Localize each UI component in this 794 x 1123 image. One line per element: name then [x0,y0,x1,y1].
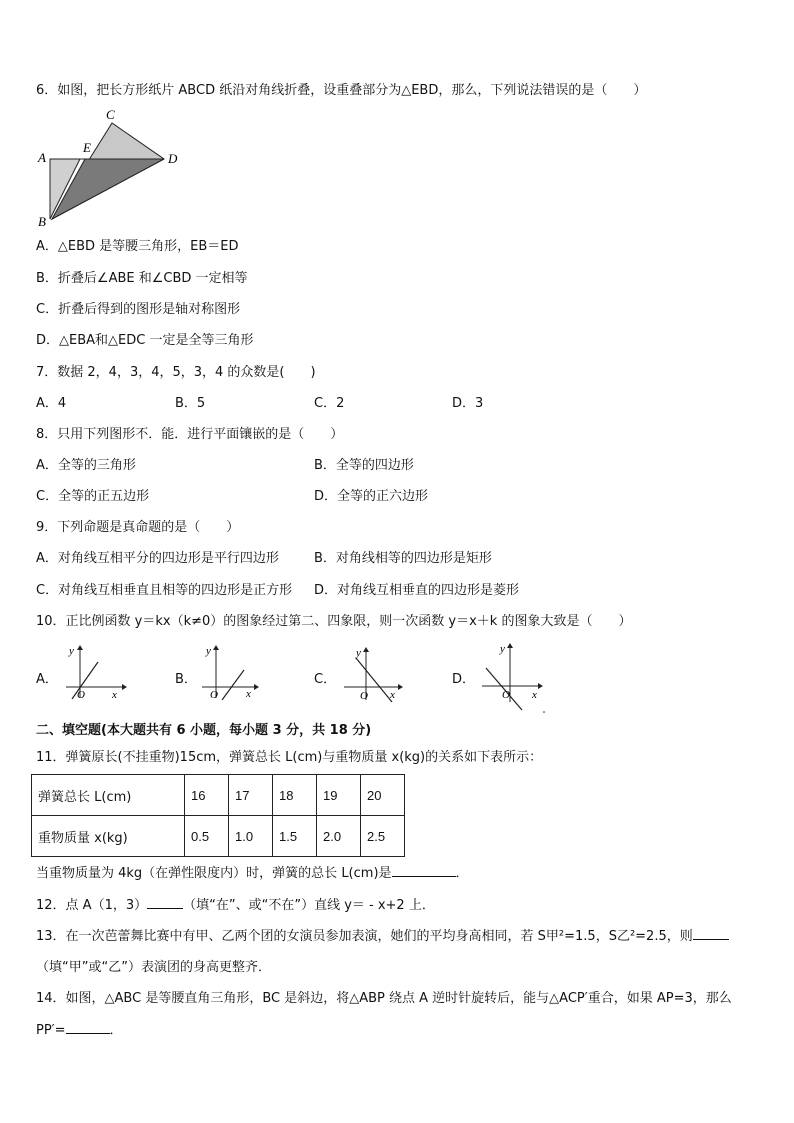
table-cell: 20 [361,775,405,816]
table-cell: 2.5 [361,816,405,857]
q13-line1: 13．在一次芭蕾舞比赛中有甲、乙两个团的女演员参加表演，她们的平均身高相同，若 S甲²=1.5，S乙²=2.5，则 [36,929,693,944]
q11-answer-blank[interactable] [392,876,456,877]
q10-option-b-letter: B． [175,672,197,687]
q13-line2: （填“甲”或“乙”）表演团的身高更整齐． [36,960,271,975]
q8-option-c: C．全等的正五边形 [36,489,150,504]
table-cell: 0.5 [185,816,229,857]
q8-option-a: A．全等的三角形 [36,458,136,473]
q7-option-b: B．5 [175,396,206,411]
svg-text:x: x [246,688,251,700]
q12 [36,897,435,915]
svg-text:y: y [69,645,74,657]
q9-option-a: A．对角线互相平分的四边形是平行四边形 [36,551,279,566]
q7-stem: 7．数据 2，4，3，4，5，3，4 的众数是( ) [36,365,316,380]
svg-text:O: O [210,689,218,700]
q10-stem: 10．正比例函数 y＝kx（k≠0）的图象经过第二、四象限，则一次函数 y＝x＋k 的图象大致是（ ） [36,614,632,629]
svg-text:O: O [360,690,368,702]
table-cell: 19 [317,775,361,816]
table-cell: 16 [185,775,229,816]
q7-option-d: D．3 [452,396,484,411]
section2-title: 二、填空题(本大题共有 6 小题，每小题 3 分，共 18 分) [36,723,372,738]
q6-label-E: E [83,140,91,155]
q6-label-D: D [168,151,178,166]
q8-option-b: B．全等的四边形 [314,458,414,473]
svg-text:O: O [77,689,85,700]
q10-option-a-letter: A． [36,672,58,687]
q7-option-a: A．4 [36,396,67,411]
q10-graph-a [60,644,128,700]
q11-question-end: ． [455,866,469,881]
q10-option-c-letter: C． [314,672,337,687]
q12-answer-blank[interactable] [147,908,183,909]
q10-graph-c [340,644,406,704]
q6-stem: 6．如图，把长方形纸片 ABCD 纸沿对角线折叠，设重叠部分为△EBD，那么，下列说法错误的是（ ） [36,83,647,98]
svg-text:x: x [112,689,117,700]
q9-stem: 9．下列命题是真命题的是（ ） [36,520,240,535]
q13 [36,928,729,946]
table-cell: 1.5 [273,816,317,857]
table-row [32,775,405,816]
q14-text-post: ． [109,1023,123,1038]
q6-label-B: B [38,214,46,229]
q11-row2-header: 重物质量 x(kg) [32,816,185,857]
q7-option-c: C．2 [314,396,345,411]
q8-option-d: D．全等的正六边形 [314,489,429,504]
table-row [32,816,405,857]
q10-option-d-letter: D． [452,672,476,687]
table-cell: 2.0 [317,816,361,857]
q9-option-c: C．对角线互相垂直且相等的四边形是正方形 [36,583,293,598]
q6-option-b: B．折叠后∠ABE 和∠CBD 一定相等 [36,271,248,286]
q14-answer-blank[interactable] [66,1033,110,1034]
q10-graph-d [476,640,548,716]
q14-line2 [36,1022,123,1040]
svg-text:y: y [500,643,505,655]
q6-fold-figure [30,104,190,230]
q9-option-d: D．对角线互相垂直的四边形是菱形 [314,583,520,598]
table-cell: 1.0 [229,816,273,857]
q10-graph-b [198,644,262,700]
q8-stem: 8．只用下列图形不．能．进行平面镶嵌的是（ ） [36,427,344,442]
q6-option-d: D．△EBA和△EDC 一定是全等三角形 [36,333,254,348]
svg-text:y: y [206,645,211,657]
table-cell: 17 [229,775,273,816]
q11-table [31,774,405,857]
q6-label-A: A [38,150,46,165]
q12-text-pre: 12．点 A（1，3） [36,898,148,913]
q11-stem: 11．弹簧原长(不挂重物)15cm，弹簧总长 L(cm)与重物质量 x(kg)的关系如下表所示： [36,750,543,765]
q6-option-c: C．折叠后得到的图形是轴对称图形 [36,302,241,317]
svg-text:y: y [356,647,361,659]
q14-text-pre: PP′= [36,1023,66,1038]
q9-option-b: B．对角线相等的四边形是矩形 [314,551,492,566]
svg-text:O: O [502,689,510,701]
svg-text:x: x [390,689,395,701]
q12-text-post: （填“在”、或“不在”）直线 y＝ - x+2 上． [183,898,435,913]
svg-text:x: x [532,689,537,701]
q11-row1-header: 弹簧总长 L(cm) [32,775,185,816]
q13-answer-blank[interactable] [693,939,729,940]
q11-question-text: 当重物质量为 4kg（在弹性限度内）时，弹簧的总长 L(cm)是 [36,866,392,881]
q11-question [36,865,469,883]
q6-option-a: A．△EBD 是等腰三角形，EB＝ED [36,239,239,254]
q6-label-C: C [106,107,115,122]
q14-line1: 14．如图，△ABC 是等腰直角三角形，BC 是斜边，将△ABP 绕点 A 逆时针旋转后，能与△ACP′重合，如果 AP=3，那么 [36,991,732,1006]
table-cell: 18 [273,775,317,816]
